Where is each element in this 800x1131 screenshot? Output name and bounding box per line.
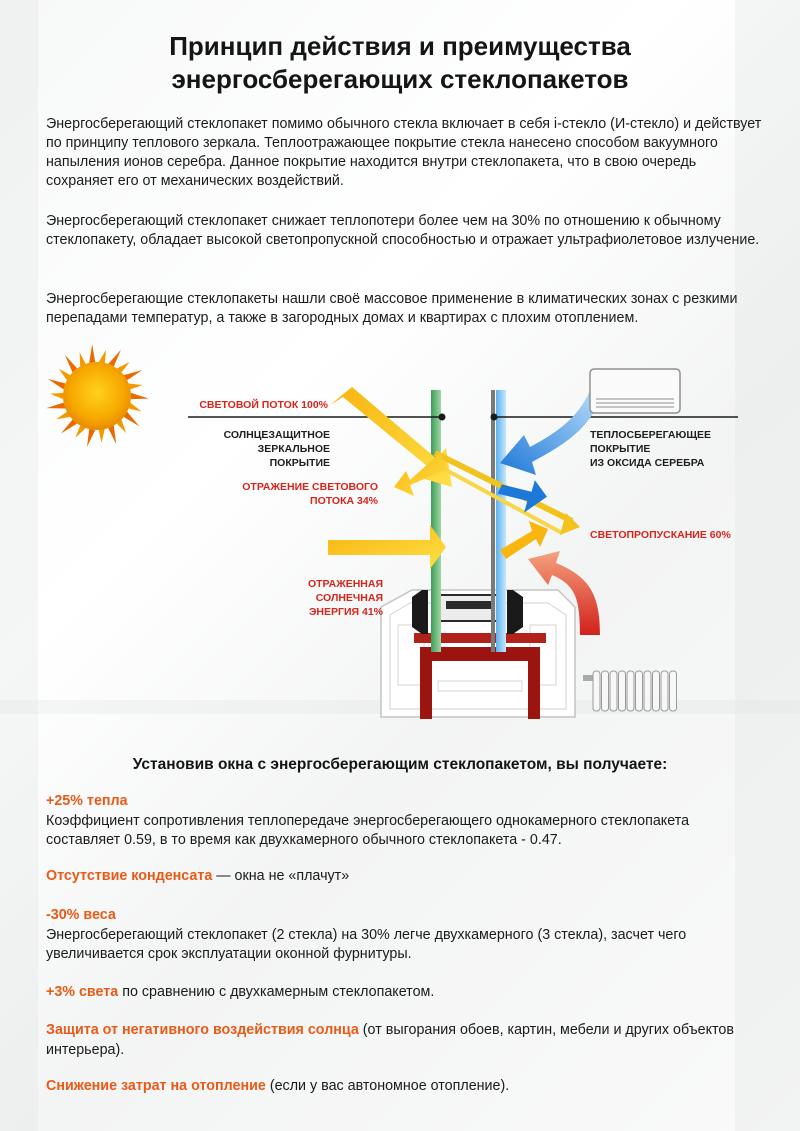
benefit-condensation	[46, 867, 766, 887]
sun-ray	[87, 429, 95, 447]
label-reflected-energy-3: ЭНЕРГИЯ 41%	[308, 606, 383, 618]
label-heat-coating	[590, 429, 711, 469]
radiator-fin	[653, 671, 660, 711]
benefits-heading: Установив окна с энергосберегающим стеклопакетом, вы получаете:	[132, 756, 668, 773]
intro-paragraph-3: Энергосберегающие стеклопакеты нашли своё массовое применение в климатических зонах с резкими перепадами температур, а также в загородных домах и квартирах с плохим отоплением.	[46, 291, 738, 326]
label-sun-coating-2: ЗЕРКАЛЬНОЕ	[257, 443, 330, 455]
title-line-1: Принцип действия и преимущества	[169, 31, 631, 61]
benefit-sun-protection-title: Защита от негативного воздействия солнца	[46, 1022, 359, 1038]
label-reflected-energy-1: ОТРАЖЕННАЯ	[307, 578, 383, 590]
air-conditioner-icon	[590, 369, 680, 413]
radiator-fin	[627, 671, 634, 711]
benefit-warmth-title: +25% тепла	[46, 793, 128, 809]
sun-ray	[65, 355, 77, 372]
window-frame-profile	[381, 590, 575, 719]
benefit-sun-protection-text: (от выгорания обоев, картин, мебели и других объектов интерьера).	[46, 1022, 734, 1058]
radiator-fin	[644, 671, 651, 711]
radiator-fin	[670, 671, 677, 711]
sun-ray	[129, 384, 143, 390]
sun-ray	[89, 344, 95, 363]
label-reflected-energy	[308, 578, 384, 618]
sun-ray	[108, 350, 121, 367]
page-title	[0, 30, 800, 96]
reflected-energy-arrow	[328, 525, 446, 569]
label-sun-coating-1: СОЛНЦЕЗАЩИТНОЕ	[223, 429, 330, 441]
sun-ray	[131, 393, 149, 399]
sun-ray	[129, 403, 142, 412]
intro-paragraph-1: Энергосберегающий стеклопакет помимо обычного стекла включает в себя i-стекло (И-стекло) и действует по принципу теплового зеркала. Теплоотражающее покрытие стекла нанесено способом вакуумного напыления ионов серебра. Данное покрытие находится внутри стеклопакета, что в свою очередь сохраняет его от механических воздействий.	[46, 116, 762, 189]
benefit-heating-title: Снижение затрат на отопление	[46, 1078, 266, 1094]
title-line-2: энергосберегающих стеклопакетов	[171, 64, 629, 94]
benefit-light-text: по сравнению с двухкамерным стеклопакетом.	[118, 984, 435, 1000]
label-heat-coating-2: ПОКРЫТИЕ	[590, 443, 651, 455]
radiator-fin	[602, 671, 609, 711]
label-sun-coating	[224, 429, 330, 469]
benefit-condensation-text: — окна не «плачут»	[212, 868, 350, 884]
heat-reflect-arrow	[500, 390, 602, 475]
label-reflection	[242, 481, 378, 507]
sun-ray	[50, 393, 63, 399]
radiator-fin	[610, 671, 617, 711]
sun-ray	[61, 420, 77, 434]
label-heat-coating-3: ИЗ ОКСИДА СЕРЕБРА	[590, 457, 705, 469]
benefit-heating	[46, 1077, 766, 1097]
label-reflection-1: ОТРАЖЕНИЕ СВЕТОВОГО	[242, 481, 378, 493]
label-transmission: СВЕТОПРОПУСКАНИЕ 60%	[590, 529, 731, 541]
benefit-weight-text: Энергосберегающий стеклопакет (2 стекла) на 30% легче двухкамерного (3 стекла), засчет чего увеличивается срок эксплуатации оконной фурнитуры.	[46, 926, 687, 962]
label-heat-coating-1: ТЕПЛОСБЕРЕГАЮЩЕЕ	[590, 429, 712, 441]
benefit-weight	[46, 906, 766, 965]
intro-paragraph-2: Энергосберегающий стеклопакет снижает теплопотери более чем на 30% по отношению к обычному стеклопакету, обладает высокой светопропускной способностью и отражает ультрафиолетовое излучение.	[46, 213, 760, 248]
label-sun-coating-3: ПОКРЫТИЕ	[269, 457, 330, 469]
radiator-icon	[583, 671, 677, 711]
benefit-warmth	[46, 792, 766, 851]
radiator-fin	[619, 671, 626, 711]
label-light-flow: СВЕТОВОЙ ПОТОК 100%	[199, 399, 328, 411]
benefit-heating-text: (если у вас автономное отопление).	[265, 1078, 510, 1094]
benefit-warmth-text: Коэффициент сопротивления теплопередаче энергосберегающего однокамерного стеклопакета составляет 0.59, в то время как двухкамерного обычного стеклопакета - 0.47.	[46, 812, 690, 848]
benefit-sun-protection	[46, 1021, 766, 1060]
label-reflected-energy-2: СОЛНЕЧНАЯ	[315, 592, 383, 604]
benefit-condensation-title: Отсутствие конденсата	[46, 868, 213, 884]
sun-ray	[124, 370, 142, 380]
sun-ray	[99, 429, 105, 443]
benefit-light-title: +3% света	[46, 984, 119, 1000]
sun-ray	[48, 379, 66, 390]
radiator-fin	[661, 671, 668, 711]
sun-ray	[108, 426, 116, 445]
sun-ray	[124, 412, 140, 427]
glass-pane-blue	[496, 390, 506, 652]
sun-ray	[99, 350, 106, 363]
label-reflection-2: ПОТОКА 34%	[310, 495, 378, 507]
transmitted-arrow	[500, 521, 548, 559]
sun-ray	[46, 403, 65, 409]
benefit-weight-title: -30% веса	[46, 907, 116, 923]
glass-pane-green	[431, 390, 441, 652]
benefit-light	[46, 983, 766, 1003]
radiator-fin	[636, 671, 643, 711]
window-diagram	[0, 335, 800, 730]
sun-icon	[46, 344, 148, 447]
radiator-fin	[593, 671, 600, 711]
